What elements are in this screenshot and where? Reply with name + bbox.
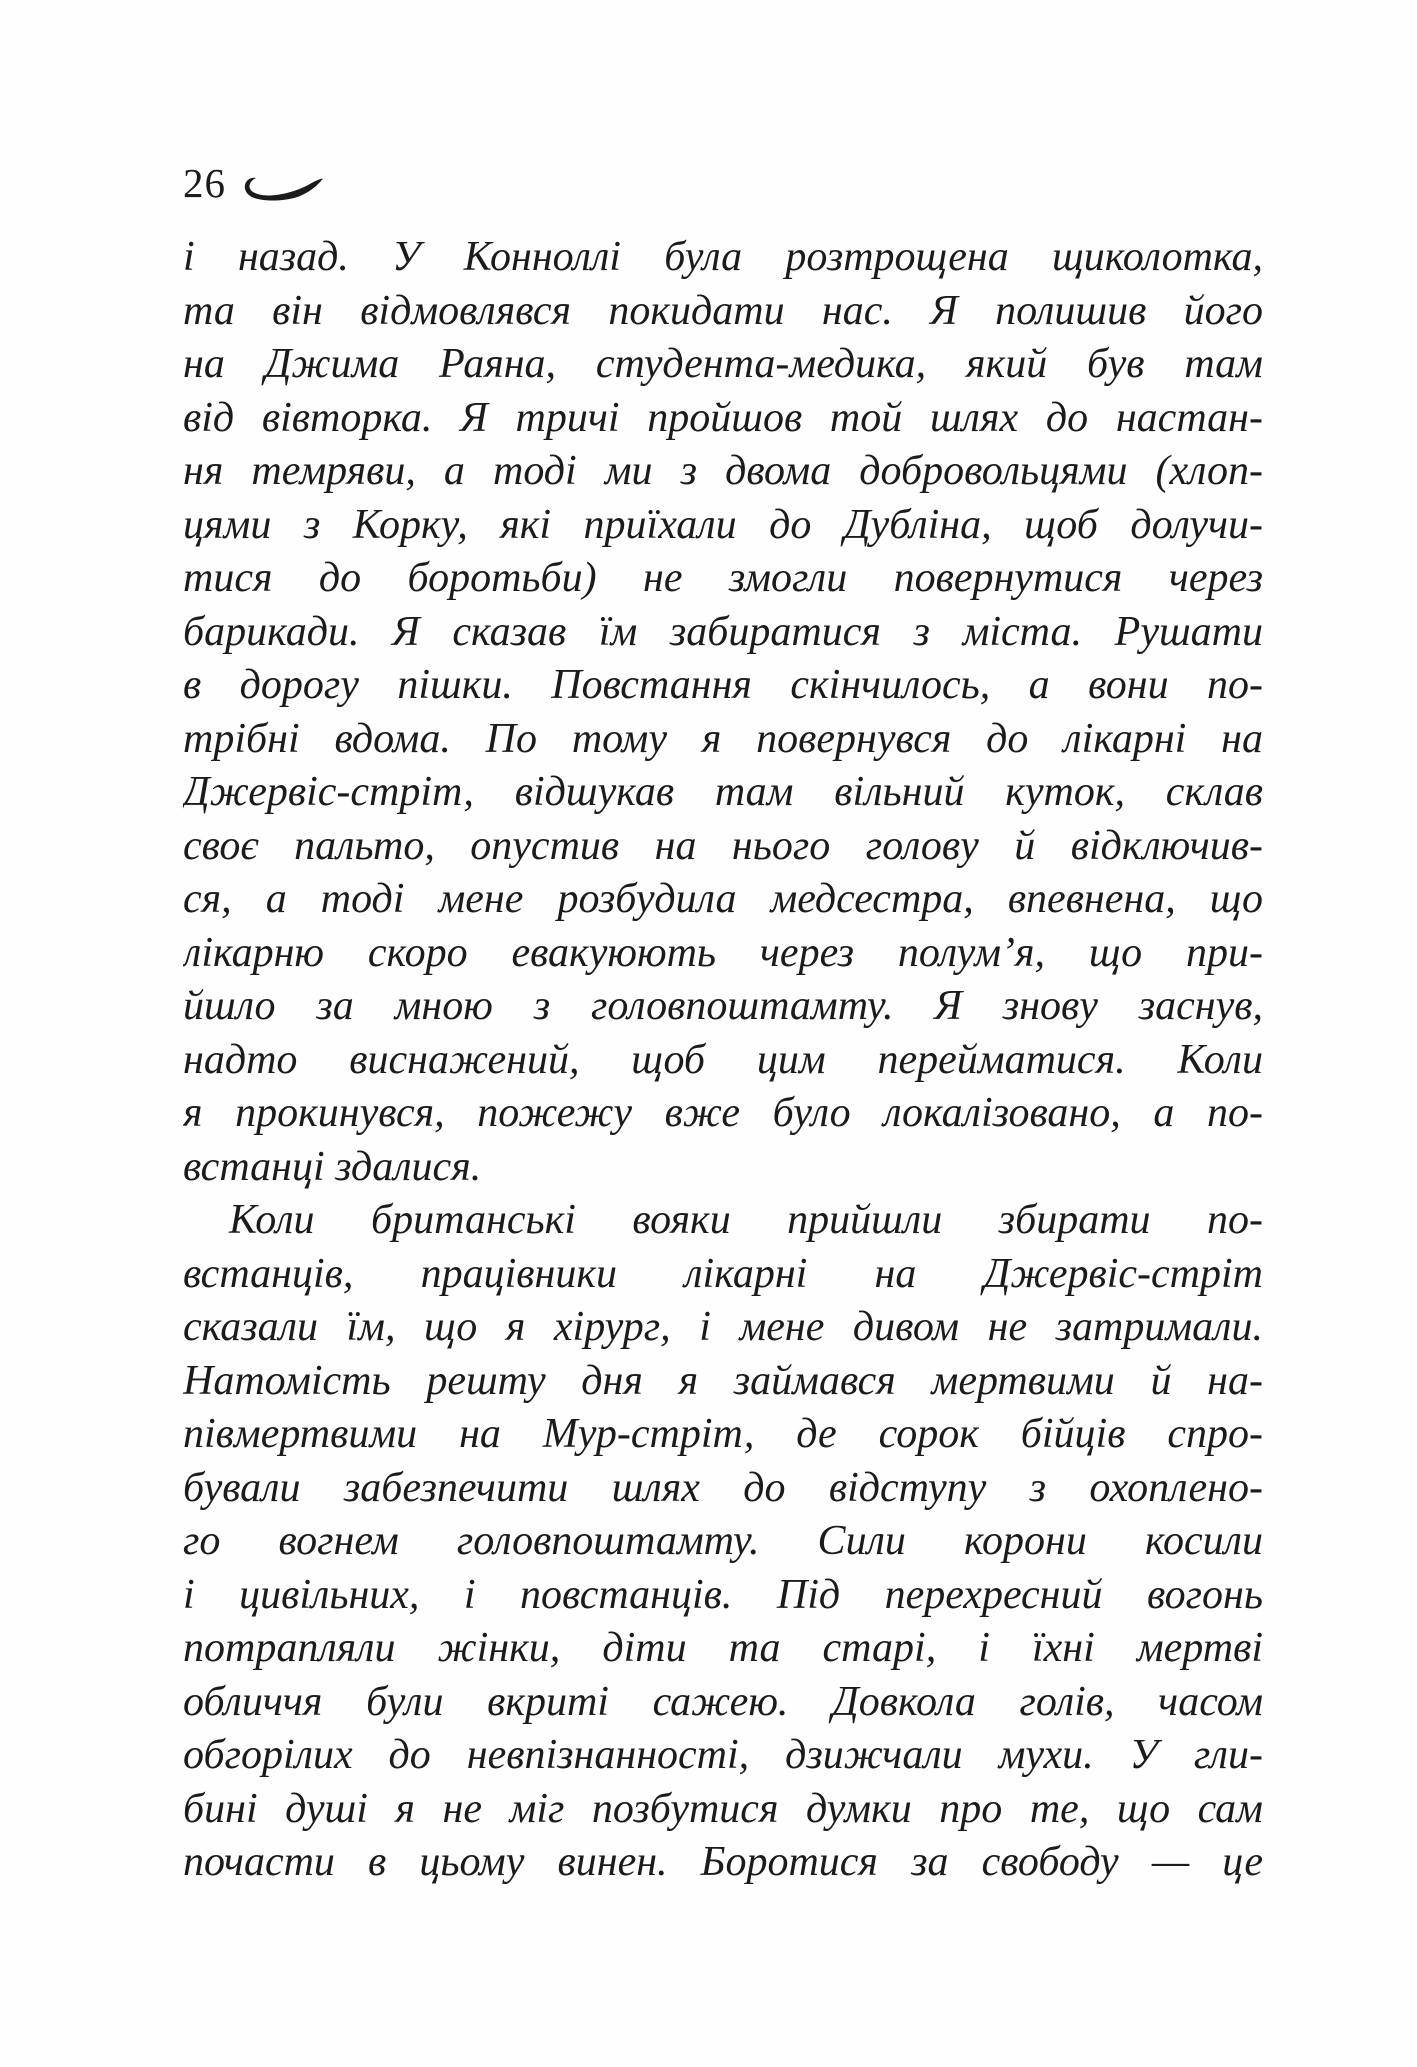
text-line: го вогнем головпоштамту. Сили корони косили bbox=[183, 1518, 1263, 1564]
text-line: бині душі я не міг позбутися думки про те, що сам bbox=[183, 1785, 1263, 1832]
text-line: від вівторка. Я тричі пройшов той шлях до настан- bbox=[183, 394, 1263, 441]
flourish-swash-icon bbox=[242, 176, 326, 202]
text-line: обгорілих до невпізнанності, дзижчали мухи. У гли- bbox=[183, 1732, 1263, 1778]
page-number: 26 bbox=[183, 160, 226, 206]
page-body-text bbox=[183, 231, 1263, 1890]
text-line: барикади. Я сказав їм забиратися з міста. Рушати bbox=[183, 608, 1263, 655]
text-line: надто виснажений, щоб цим перейматися. Коли bbox=[183, 1036, 1263, 1083]
text-line: своє пальто, опустив на нього голову й відключив- bbox=[183, 822, 1263, 869]
text-line: я прокинувся, пожежу вже було локалізовано, а по- bbox=[183, 1090, 1263, 1136]
text-line: і цивільних, і повстанців. Під перехресний вогонь bbox=[183, 1571, 1263, 1618]
text-line: тися до боротьби) не змогли повернутися через bbox=[183, 555, 1263, 601]
text-line: цями з Корку, які приїхали до Дубліна, щоб долучи- bbox=[183, 501, 1263, 548]
text-line: Натомість решту дня я займався мертвими й на- bbox=[183, 1357, 1263, 1404]
text-line: потрапляли жінки, діти та старі, і їхні мертві bbox=[183, 1625, 1263, 1671]
text-line: та він відмовлявся покидати нас. Я полишив його bbox=[183, 287, 1263, 334]
text-line: в дорогу пішки. Повстання скінчилось, а вони по- bbox=[183, 662, 1263, 708]
text-line: лікарню скоро евакуюють через полум’я, що при- bbox=[183, 929, 1263, 976]
text-line: і назад. У Конноллі була розтрощена щиколотка, bbox=[183, 234, 1263, 280]
text-line: Коли британські вояки прийшли збирати по- bbox=[229, 1197, 1263, 1243]
text-line: йшло за мною з головпоштамту. Я знову заснув, bbox=[183, 983, 1263, 1029]
text-line: бували забезпечити шлях до відступу з охоплено- bbox=[183, 1464, 1263, 1511]
text-line: Джервіс-стріт, відшукав там вільний куток, склав bbox=[183, 769, 1263, 815]
text-line: ся, а тоді мене розбудила медсестра, впевнена, що bbox=[183, 876, 1263, 922]
text-line: почасти в цьому винен. Боротися за свободу — це bbox=[183, 1839, 1263, 1885]
text-line: встанці здалися. bbox=[183, 1143, 482, 1190]
text-line: на Джима Раяна, студента-медика, який був там bbox=[183, 341, 1263, 387]
text-line: трібні вдома. По тому я повернувся до лікарні на bbox=[183, 715, 1263, 762]
text-line: встанців, працівники лікарні на Джервіс-стріт bbox=[183, 1250, 1263, 1297]
page-header bbox=[183, 160, 326, 206]
text-line: сказали їм, що я хірург, і мене дивом не затримали. bbox=[183, 1304, 1263, 1350]
text-line: ня темряви, а тоді ми з двома добровольцями (хлоп- bbox=[183, 448, 1263, 494]
text-line: півмертвими на Мур-стріт, де сорок бійців спро- bbox=[183, 1411, 1263, 1457]
text-line: обличчя були вкриті сажею. Довкола голів, часом bbox=[183, 1678, 1263, 1725]
